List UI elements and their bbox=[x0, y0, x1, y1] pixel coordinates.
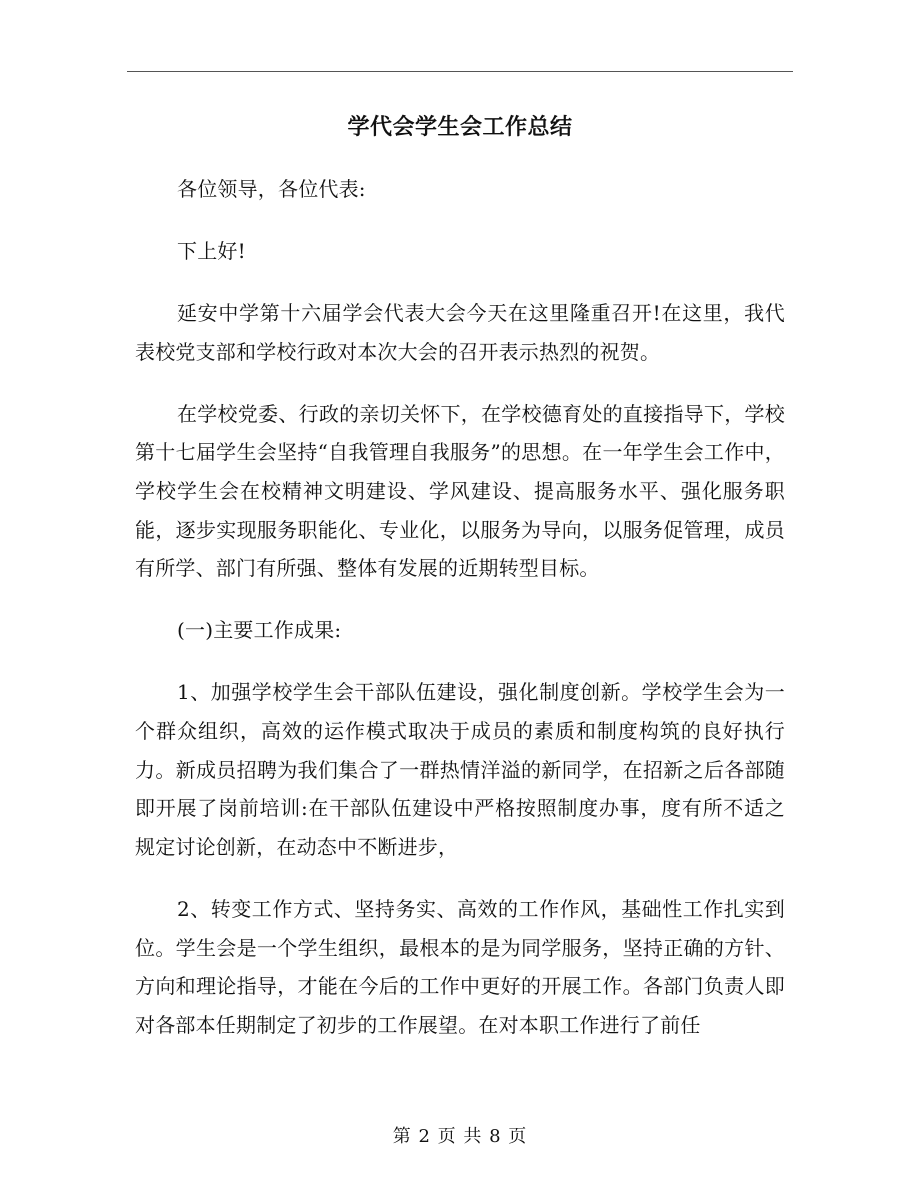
paragraph-opening: 延安中学第十六届学会代表大会今天在这里隆重召开!在这里，我代表校党支部和学校行政对本次大会的召开表示热烈的祝贺。 bbox=[135, 301, 785, 364]
paragraph-item-1: 1、加强学校学生会干部队伍建设，强化制度创新。学校学生会为一个群众组织，高效的运作模式取决于成员的素质和制度构筑的良好执行力。新成员招聘为我们集合了一群热情洋溢的新同学，在招新之后各部随即开展了岗前培训:在干部队伍建设中严格按照制度办事，度有所不适之规定讨论创新，在动态中不断进步， bbox=[135, 680, 785, 859]
document-title: 学代会学生会工作总结 bbox=[347, 114, 573, 140]
paragraph-overview: 在学校党委、行政的亲切关怀下，在学校德育处的直接指导下，学校第十七届学生会坚持“自我管理自我服务”的思想。在一年学生会工作中，学校学生会在校精神文明建设、学风建设、提高服务水平、强化服务职能，逐步实现服务职能化、专业化，以服务为导向，以服务促管理，成员有所学、部门有所强、整体有发展的近期转型目标。 bbox=[135, 401, 785, 581]
paragraph-salutation: 各位领导，各位代表: bbox=[177, 177, 366, 201]
section-heading-achievements: (一)主要工作成果: bbox=[177, 618, 342, 643]
page-number: 第 2 页 共 8 页 bbox=[392, 1126, 528, 1147]
document-body bbox=[135, 170, 785, 1068]
paragraph-item-2: 2、转变工作方式、坚持务实、高效的工作作风，基础性工作扎实到位。学生会是一个学生组织，最根本的是为同学服务，坚持正确的方针、方向和理论指导，才能在今后的工作中更好的开展工作。各部门负责人即对各部本任期制定了初步的工作展望。在对本职工作进行了前任 bbox=[135, 896, 785, 1037]
paragraph-greeting: 下上好! bbox=[177, 239, 246, 264]
header-rule bbox=[127, 71, 793, 72]
